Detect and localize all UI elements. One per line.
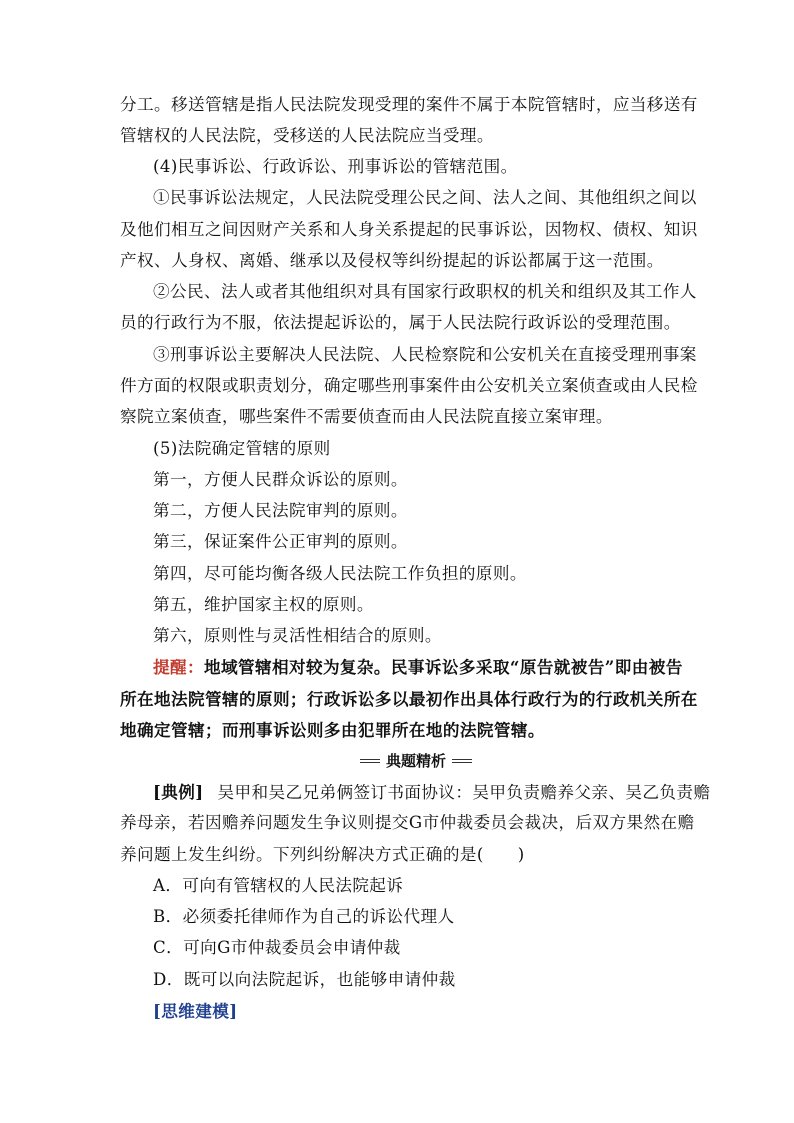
text-line: 及他们相互之间因财产关系和人身关系提起的民事诉讼，因物权、债权、知识 (120, 220, 698, 239)
text-line: 员的行政行为不服，依法提起诉讼的，属于人民法院行政诉讼的受理范围。 (120, 313, 681, 332)
example-line: 养问题上发生纠纷。下列纠纷解决方式正确的是( ) (120, 845, 525, 864)
subheading: (4)民事诉讼、行政诉讼、刑事诉讼的管辖范围。 (153, 157, 518, 176)
principle-item: 第二，方便人民法院审判的原则。 (153, 501, 408, 520)
text-line: ②公民、法人或者其他组织对具有国家行政职权的机关和组织及其工作人 (153, 282, 697, 301)
option-b: B．必须委托律师作为自己的诉讼代理人 (153, 907, 455, 926)
option-c: C．可向G市仲裁委员会申请仲裁 (153, 938, 401, 957)
text-line: 管辖权的人民法院，受移送的人民法院应当受理。 (120, 126, 494, 145)
section-title: 典题精析 (380, 750, 452, 771)
tip-line: 所在地法院管辖的原则；行政诉讼多以最初作出具体行政行为的行政机关所在 (120, 689, 698, 709)
tip-line (153, 657, 713, 677)
text-line: 察院立案侦查，哪些案件不需要侦查而由人民法院直接立案审理。 (120, 407, 613, 426)
thinking-model-label: [思维建模] (153, 1001, 238, 1021)
text-line: ③刑事诉讼主要解决人民法院、人民检察院和公安机关在直接受理刑事案 (153, 345, 697, 364)
option-d: D．既可以向法院起诉，也能够申请仲裁 (153, 970, 456, 989)
principle-item: 第一，方便人民群众诉讼的原则。 (153, 470, 408, 489)
principle-item: 第四，尽可能均衡各级人民法院工作负担的原则。 (153, 564, 527, 583)
text-line: 产权、人身权、离婚、继承以及侵权等纠纷提起的诉讼都属于这一范围。 (120, 251, 664, 270)
text-line: 分工。移送管辖是指人民法院发现受理的案件不属于本院管辖时，应当移送有 (120, 95, 698, 114)
subheading: (5)法院确定管辖的原则 (153, 439, 331, 458)
tip-line: 地确定管辖；而刑事诉讼则多由犯罪所在地的法院管辖。 (120, 720, 545, 740)
example-text: 吴甲和吴乙兄弟俩签订书面协议：吴甲负责赡养父亲、吴乙负责赡 (217, 783, 711, 802)
option-a: A．可向有管辖权的人民法院起诉 (153, 876, 404, 895)
principle-item: 第三，保证案件公正审判的原则。 (153, 532, 408, 551)
example-label: [典例] (153, 782, 204, 802)
principle-item: 第五，维护国家主权的原则。 (153, 595, 374, 614)
text-line: ①民事诉讼法规定，人民法院受理公民之间、法人之间、其他组织之间以 (153, 188, 697, 207)
example-line (153, 782, 713, 803)
section-heading (360, 748, 472, 772)
principle-item: 第六，原则性与灵活性相结合的原则。 (153, 626, 442, 645)
tip-label: 提醒： (153, 657, 204, 677)
example-line: 养母亲，若因赡养问题发生争议则提交G市仲裁委员会裁决，后双方果然在赡 (120, 813, 695, 832)
tip-text: 地域管辖相对较为复杂。民事诉讼多采取“原告就被告”即由被告 (203, 657, 683, 677)
text-line: 件方面的权限或职责划分，确定哪些刑事案件由公安机关立案侦查或由人民检 (120, 376, 698, 395)
